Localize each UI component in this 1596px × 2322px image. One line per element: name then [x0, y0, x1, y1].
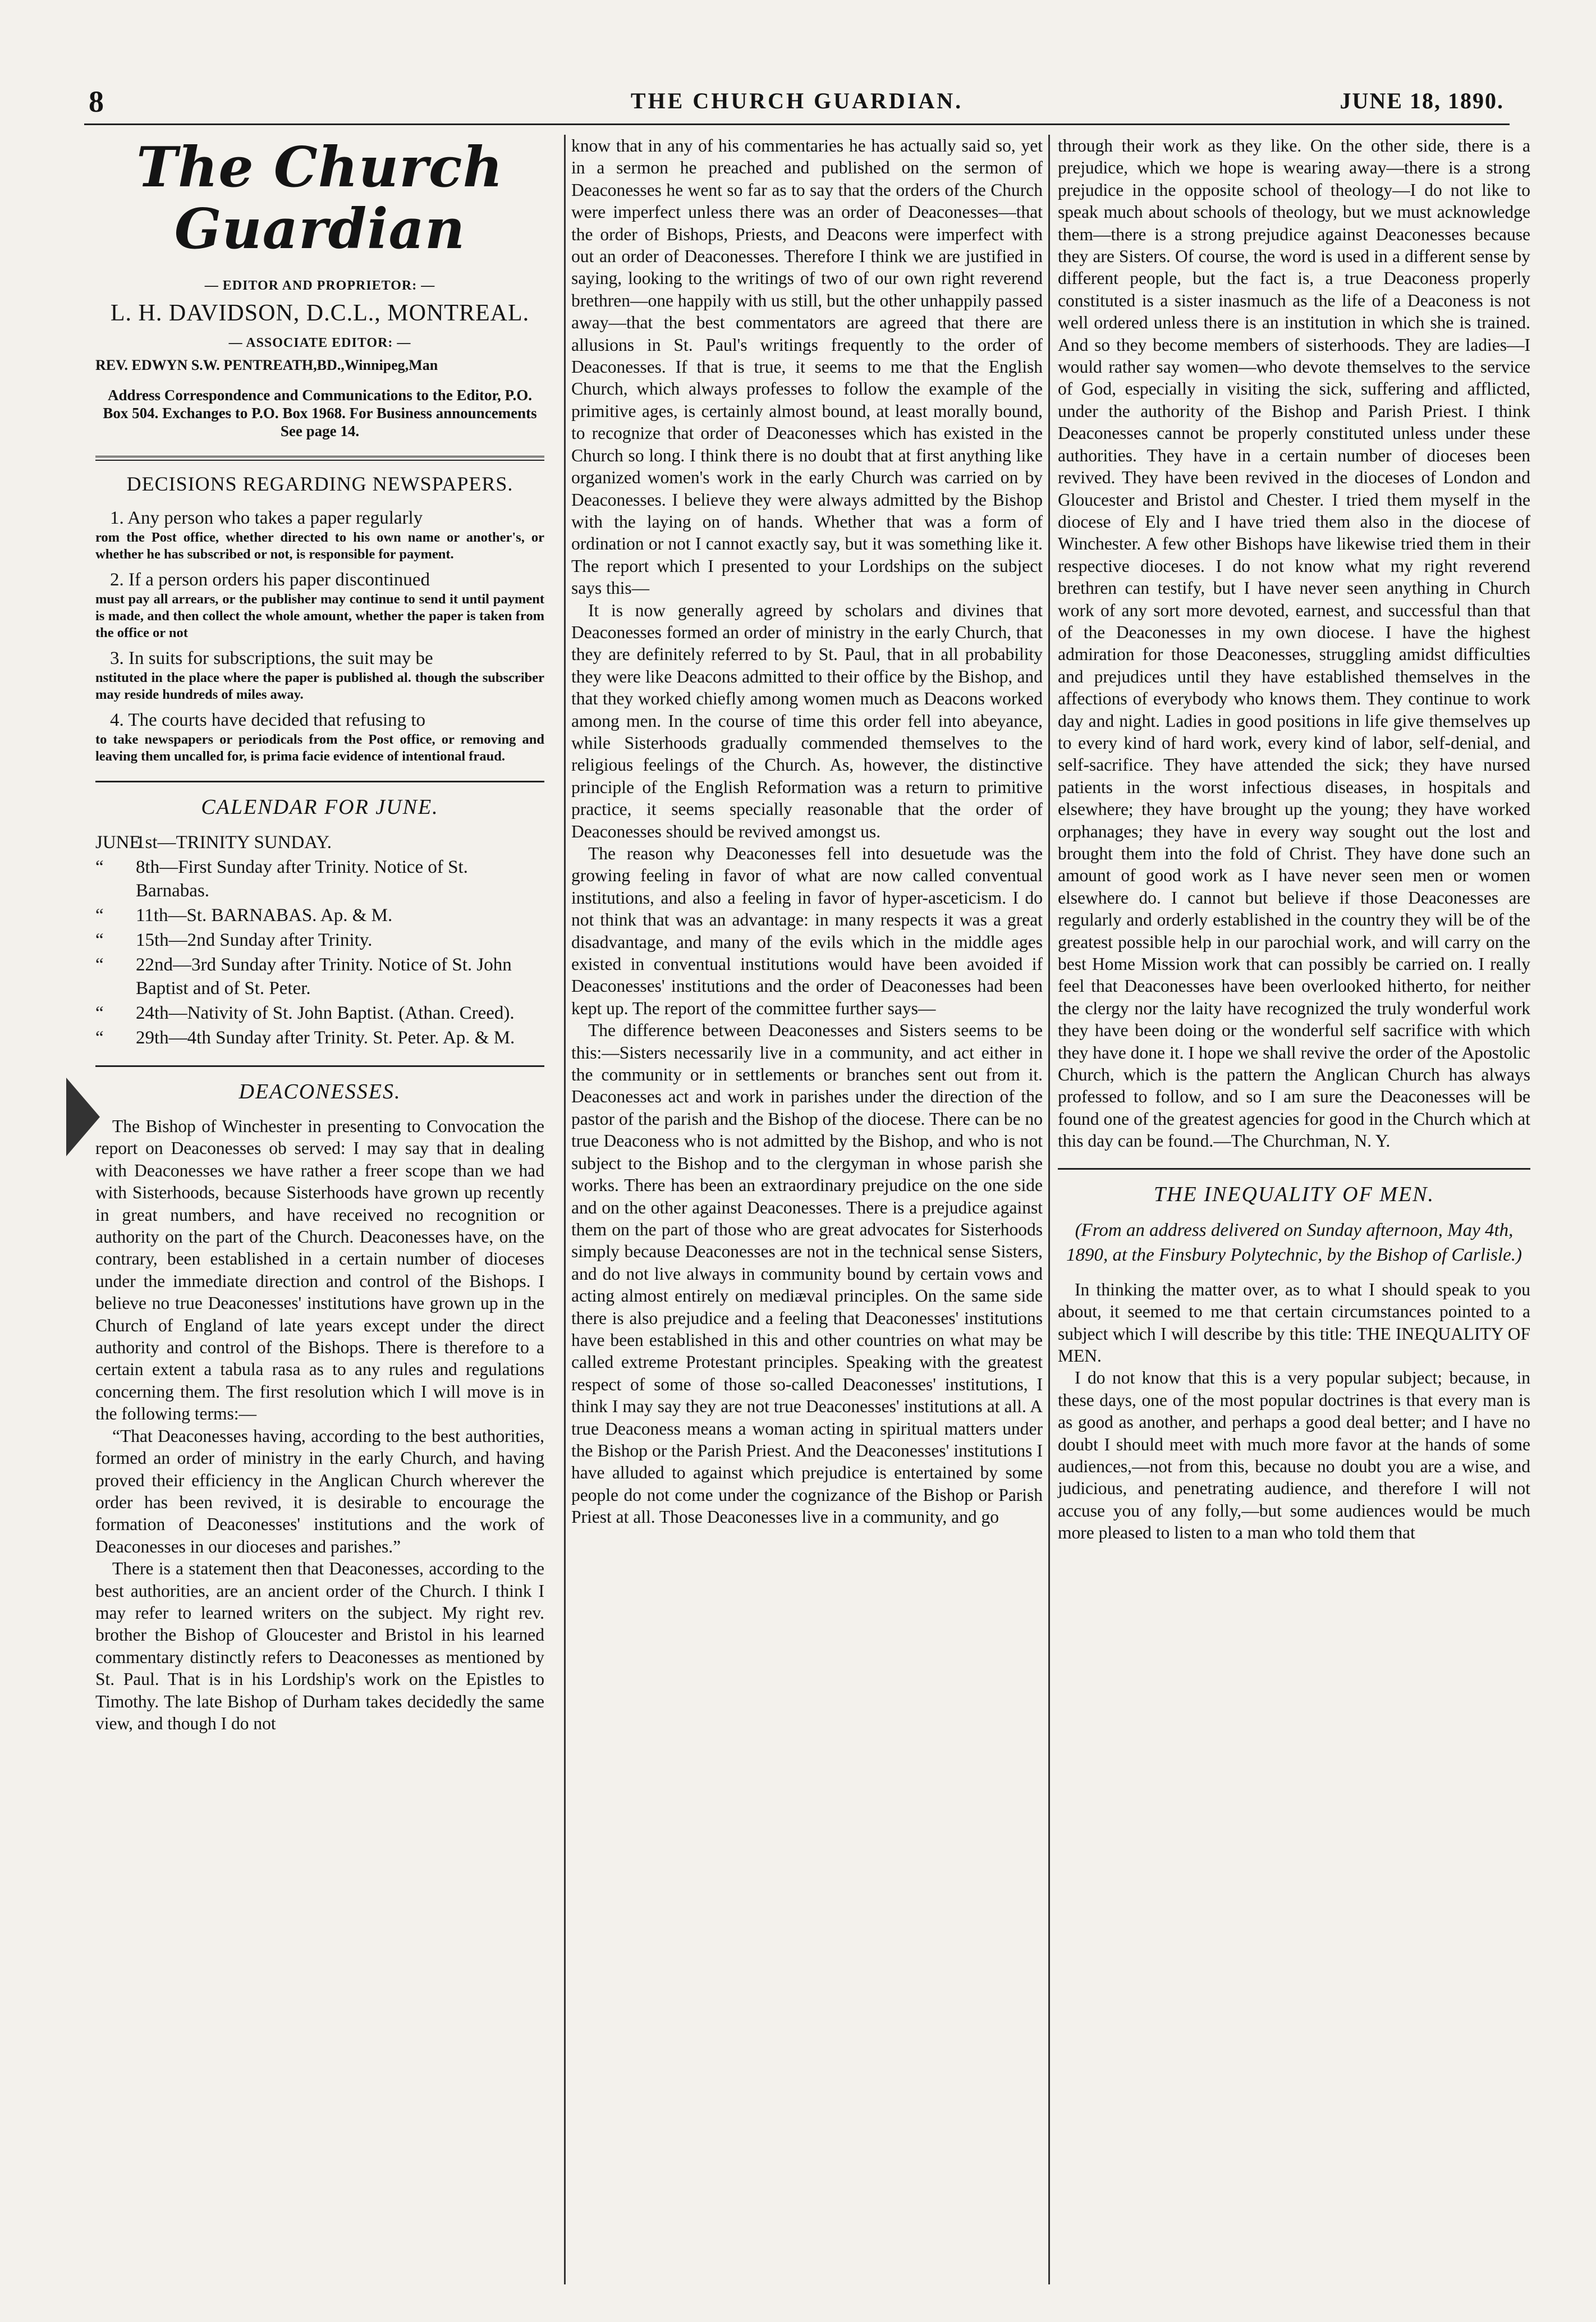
calendar-list: [95, 831, 544, 1050]
masthead-title: The Church Guardian: [136, 135, 503, 262]
margin-marker: [66, 1078, 100, 1156]
page-header: [84, 84, 1510, 125]
address-notice: Address Correspondence and Communications to the Editor, P.O. Box 504. Exchanges to P.O. Box 1968. For Business announcements See page 14.: [103, 387, 537, 439]
calendar-row: [95, 953, 544, 1000]
calendar-row: [95, 928, 544, 952]
decision-lead: 1. Any person who takes a paper regularly: [110, 508, 423, 528]
section-rule: [95, 781, 544, 782]
calendar-entry: 8th—First Sunday after Trinity. Notice of St. Barnabas.: [136, 857, 468, 901]
article-paragraph: The reason why Deaconesses fell into desuetude was the growing feeling in favor of what are now called conventual institutions, and also a feeling in favor of hyper-asceticism. I do not think that was an advantage: in many respects it was a great disadvantage, and many of the evils which in the middle ages existed in conventual institutions would have been avoided if Deaconesses' institutions and the order of Deaconesses had been kept up. The report of the committee further says—: [571, 844, 1043, 1018]
editor-name: L. H. DAVIDSON, D.C.L., MONTREAL.: [110, 300, 530, 326]
issue-date: JUNE 18, 1890.: [1340, 88, 1504, 113]
section-rule: [1058, 1168, 1530, 1170]
column-1: [95, 135, 544, 2284]
calendar-entry: 22nd—3rd Sunday after Trinity. Notice of St. John Baptist and of St. Peter.: [136, 955, 512, 999]
decision-text: to take newspapers or periodicals from the Post office, or removing and leaving them uncalled for, is prima facie evidence of intentional fraud.: [95, 732, 544, 764]
calendar-entry: 11th—St. BARNABAS. Ap. & M.: [136, 905, 393, 926]
article-paragraph: In thinking the matter over, as to what I should speak to you about, it seemed to me that certain circumstances pointed to a subject which I will describe by this title: THE INEQUALITY OF MEN.: [1058, 1279, 1530, 1366]
associate-editor-name: REV. EDWYN S.W. PENTREATH,BD.,Winnipeg,Man: [95, 357, 438, 373]
ditto-mark: “: [95, 1028, 104, 1048]
inequality-heading: THE INEQUALITY OF MEN.: [1153, 1182, 1435, 1206]
calendar-row: [95, 904, 544, 927]
decision-lead: 2. If a person orders his paper discontinued: [110, 570, 430, 590]
editor-label: — EDITOR AND PROPRIETOR: —: [204, 278, 435, 293]
article-paragraph: through their work as they like. On the other side, there is a prejudice, which we hope is wearing away—there is a strong prejudice in the opposite school of theology—I do not like to speak much about schools of theology, but we must acknowledge them—there is a strong prejudice against Deaconesses because they are Sisters. Of course, the word is used in a different sense by different people, but the fact is, a true Deaconess properly constituted is a sister inasmuch as the life of a Deaconess is not well ordered unless there is an institution in which she is trained. And so they become members of sisterhoods. They are ladies—I would rather say women—who devote themselves to the service of God, especially in visiting the sick, suffering and afflicted, under the authority of the Bishop and Parish Priest. I think Deaconesses cannot be properly constituted unless under these authorities. They have in a certain number of dioceses been revived. They have been revived in the dioceses of London and Gloucester and Bristol and Chester. I tried them myself in the diocese of Ely and I have tried them also in the diocese of Winchester. A few other Bishops have likewise tried them in their respective dioceses. I do not know what my right reverend brethren can testify, but I have never seen anything in Church work of any sort more devoted, earnest, and successful than that of the Deaconesses in my own diocese. I have the highest admiration for those Deaconesses, struggling amidst difficulties and prejudices until they have established themselves in the affections of everybody who knows them. They continue to work day and night. Ladies in good positions in life give themselves up to every kind of hard work, every kind of labor, self-denial, and self-sacrifice. They have attended the sick; they have nursed patients in the worst infectious diseases, in hospitals and elsewhere; they have brought up the young; they have worked orphanages; they have in every way sought out the lost and brought them into the fold of Christ. They have done such an amount of good work as I have never seen men or women elsewhere do. I cannot but believe if those Deaconesses are regularly and orderly established in the country they will be of the greatest possible help in our parochial work, and will carry on the best Home Mission work that can possibly be carried on. I really feel that Deaconesses have been overlooked hitherto, for neither the clergy nor the laity have recognized the truly wonderful work they have been doing or the wonderful self sacrifice with which they have done it. I hope we shall revive the order of the Apostolic Church, which is the pattern the Anglican Church has always professed to follow, and so I am sure the Deaconesses will be found one of the greatest agencies for good in the Church which at this day can be found.—The Churchman, N. Y.: [1058, 136, 1530, 1151]
column-2: [564, 135, 1043, 2284]
calendar-row: [95, 831, 544, 854]
calendar-row: [95, 1026, 544, 1050]
section-rule: [95, 1065, 544, 1067]
article-paragraph: know that in any of his commentaries he has actually said so, yet in a sermon he preached and published on the sermon of Deaconesses he went so far as to say that the orders of the Church were imperfect unless there was an order of Deaconesses—that the order of Bishops, Priests, and Deacons were imperfect with out an order of Deaconesses. Therefore I think we are justified in saying, looking to the writings of two of our own right reverend brethren—one happily with us still, but the other unhappily passed away—that the best commentators are agreed that there are allusions in St. Paul's writings frequently to the order of Deaconesses. If that is true, it seems to me that the English Church, which always professes to follow the example of the primitive ages, is certainly almost bound, at least morally bound, to recognize that order of Deaconesses which has existed in the Church so long. I think there is no doubt that at first anything like organized women's work in the early Church was carried on by Deaconesses. I believe they were always admitted by the Bishop with the laying on of hands. Whether that was a form of ordination or not I cannot exactly say, but it was something like it. The report which I presented to your Lordships on the subject says this—: [571, 136, 1043, 598]
ditto-mark: “: [95, 905, 104, 926]
calendar-row: [95, 1001, 544, 1025]
ditto-mark: “: [95, 930, 104, 950]
decision-text: rom the Post office, whether directed to his own name or another's, or whether he has subscribed or not, is responsible for payment.: [95, 530, 544, 562]
article-paragraph: The Bishop of Winchester in presenting to Convocation the report on Deaconesses ob served: I may say that in dealing with Deaconesses we have rather a freer scope than we had with Sisterhoods, because Sisterhoods have grown up recently in great numbers, and have received no recognition or authority on the part of the Church. Deaconesses have, on the contrary, been established in a certain number of dioceses under the immediate direction and control of the Bishops. I believe no true Deaconesses' institutions have grown up in the Church of England of late years except under the direct authority and control of the Bishops. There is therefore to a certain extent a tabula rasa as to any rules and regulations concerning them. The first resolution which I will move is in the following terms:—: [95, 1116, 544, 1424]
quoted-resolution: “That Deaconesses having, according to the best authorities, formed an order of ministry in the early Church, and having proved their efficiency in the Anglican Church wherever the order has been revived, it is desirable to encourage the formation of Deaconesses' institutions and the work of Deaconesses in our dioceses and parishes.”: [95, 1426, 544, 1556]
article-paragraph: I do not know that this is a very popular subject; because, in these days, one of the most popular doctrines is that every man is as good as another, and perhaps a good deal better; and I have no doubt I should meet with much more favor at the hands of some audiences,—not from this, because no doubt you are a wise, and judicious, and penetrating audience, and therefore I will not accuse you of any folly,—but some audiences would be much more pleased to listen to a man who told them that: [1058, 1368, 1530, 1543]
section-rule: [95, 456, 544, 461]
decision-lead: 3. In suits for subscriptions, the suit may be: [110, 648, 433, 668]
ditto-mark: “: [95, 857, 104, 877]
calendar-month: JUNE: [95, 832, 141, 853]
article-paragraph: There is a statement then that Deaconesses, according to the best authorities, are an ancient order of the Church. I think I may refer to learned writers on the subject. My right rev. brother the Bishop of Gloucester and Bristol in his learned commentary distinctly refers to Deaconesses as mentioned by St. Paul. That is in his Lordship's work on the Epistles to Timothy. The late Bishop of Durham takes decidedly the same view, and though I do not: [95, 1559, 544, 1733]
article-byline: (From an address delivered on Sunday afternoon, May 4th, 1890, at the Finsbury Polytechnic, by the Bishop of Carlisle.): [1066, 1220, 1522, 1265]
report-quote: It is now generally agreed by scholars and divines that Deaconesses formed an order of ministry in the early Church, that they are definitely referred to by St. Paul, that in all probability they were like Deacons admitted to their office by the Bishop, and that they worked chiefly among women much as Deacons worked among men. In the course of time this order fell into abeyance, while Sisterhoods gradually commended themselves to the religious feelings of the Church. As, however, the distinctive principle of the English Reformation was a return to primitive practice, it seems specially reasonable that the order of Deaconesses should be revived amongst us.: [571, 600, 1043, 841]
deaconesses-heading: DEACONESSES.: [239, 1080, 401, 1103]
calendar-entry: 24th—Nativity of St. John Baptist. (Athan. Creed).: [136, 1003, 515, 1023]
decisions-heading: DECISIONS REGARDING NEWSPAPERS.: [126, 473, 513, 495]
decision-text: must pay all arrears, or the publisher may continue to send it until payment is made, and then collect the whole amount, whether the paper is taken from the office or not: [95, 592, 544, 640]
associate-editor-label: — ASSOCIATE EDITOR: —: [228, 336, 411, 350]
calendar-row: [95, 855, 544, 903]
running-title: THE CHURCH GUARDIAN.: [630, 88, 964, 113]
calendar-entry: 29th—4th Sunday after Trinity. St. Peter. Ap. & M.: [136, 1028, 515, 1048]
ditto-mark: “: [95, 1003, 104, 1023]
column-3: [1048, 135, 1530, 2284]
decision-text: nstituted in the place where the paper is published al. though the subscriber may reside hundreds of miles away.: [95, 670, 544, 702]
report-quote: The difference between Deaconesses and Sisters seems to be this:—Sisters necessarily live in a community, and act either in the community or in settlements or branches sent out from it. Deaconesses act and work in parishes under the direction of the pastor of the parish and the Bishop of the diocese. There can be no true Deaconess who is not admitted by the Bishop, and who is not subject to the Bishop and to the clergyman in whose parish she works. There has been an extraordinary prejudice on the one side and on the other against Deaconesses. There is a prejudice against them on the part of those who are great advocates for Sisterhoods simply because Deaconesses are not in the technical sense Sisters, and do not live always in community bound by certain vows and acting almost entirely on mediæval principles. On the same side there is also prejudice and a feeling that Deaconesses' institutions have been established in this and other countries on what may be called extreme Protestant principles. Speaking with the greatest respect of some of those so-called Deaconesses' institutions, I think I may say they are not true Deaconesses' institutions at all. A true Deaconess means a woman acting in spiritual matters under the Bishop or the Parish Priest. And the Deaconesses' institutions I have alluded to against which prejudice is entertained by some people do not come under the cognizance of the Bishop or Parish Priest at all. Those Deaconesses live in a community, and go: [571, 1020, 1043, 1527]
decision-lead: 4. The courts have decided that refusing to: [110, 710, 426, 730]
page-number: 8: [89, 85, 104, 118]
calendar-heading: CALENDAR FOR JUNE.: [201, 795, 439, 819]
calendar-entry: 1st—TRINITY SUNDAY.: [136, 832, 332, 853]
calendar-entry: 15th—2nd Sunday after Trinity.: [136, 930, 373, 950]
ditto-mark: “: [95, 955, 104, 975]
